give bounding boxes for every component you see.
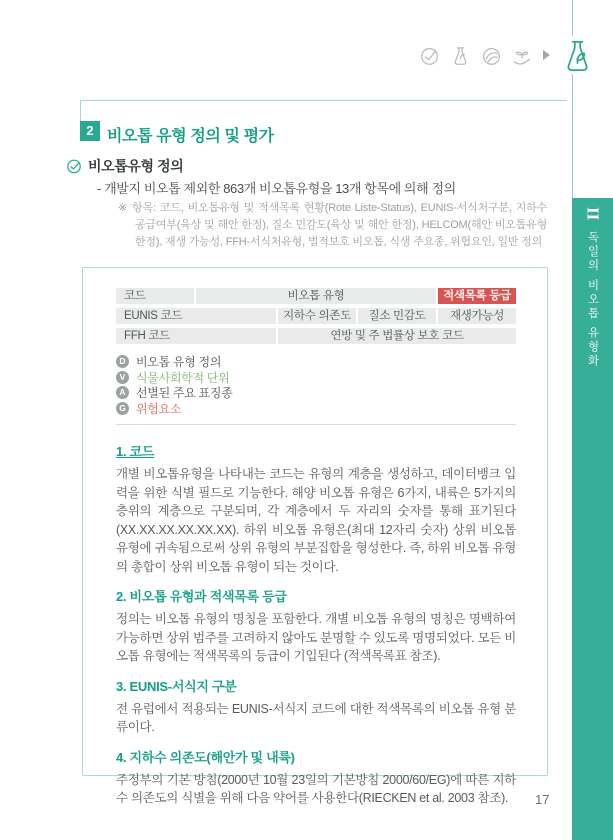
table-cell-legal-protection: 연방 및 주 법률상 보호 코드 (278, 328, 516, 344)
right-hairline (572, 0, 573, 198)
flask-active-icon (559, 36, 595, 74)
hand-sprout-icon (511, 42, 533, 68)
definition-section-4 (116, 751, 516, 808)
section-body: 주정부의 기본 방침(2000년 10월 23일의 기본방침 2000/60/EG)에 따른 지하수 의존도의 식별을 위해 다음 약어를 사용한다(RIECKEN et al. 2003 참조). (116, 772, 516, 805)
section-heading: 2. 비오톱 유형과 적색목록 등급 (116, 589, 287, 604)
table-row (116, 288, 516, 304)
section-heading: 3. EUNIS-서식지 구분 (116, 678, 237, 694)
legend-badge-a: A (116, 386, 129, 399)
section-body: 개별 비오톱유형을 나타내는 코드는 유형의 계층을 생성하고, 데이터뱅크 입력을 위한 식별 필드로 기능한다. 해양 비오톱 유형은 6가지, 내륙은 5가지의 층위의 계층으로 구분되며, 각 계층에서 두 자리의 숫자를 통해 표기된다(XX.XX.XX.XX.XX.XX). 하위 비오톱 유형은(최대 12자리 숫자) 상위 비오톱 유형에 귀속됨으로써 상위 유형의 부분집합을 형성한다. 즉, 하위 비오톱 유형의 총합이 상위 비오톱 유형이 되는 것이다. (116, 467, 516, 574)
subsection-header (66, 156, 183, 176)
section-heading: 1. 코드 (116, 444, 155, 459)
check-circle-icon (66, 158, 82, 174)
table-cell-code: 코드 (116, 288, 194, 304)
subsection-title: 비오톱유형 정의 (88, 158, 184, 174)
legend-item (116, 401, 516, 417)
legend-badge-g: G (116, 402, 129, 415)
table-cell-ffh-code: FFH 코드 (116, 328, 276, 344)
section-body: 정의는 비오톱 유형의 명칭을 포함한다. 개별 비오톱 유형의 명칭은 명백하여 가능하면 상위 범주를 고려하지 않아도 분명할 수 있도록 명명되었다. 모든 비오톱 유형에는 적색목록의 등급이 기입된다 (적색목록표 참조). (116, 612, 516, 663)
legend-label: 비오톱 유형 정의 (136, 355, 222, 370)
chapter-icon-breadcrumb (418, 36, 595, 74)
definition-section-3 (116, 680, 516, 737)
legend-item (116, 385, 516, 401)
table-cell-groundwater: 지하수 의존도 (278, 308, 356, 324)
legend-item (116, 370, 516, 386)
flask-specimen-icon (449, 42, 471, 68)
section-heading: 4. 지하수 의존도(해안가 및 내륙) (116, 749, 295, 765)
globe-leaf-icon (480, 42, 502, 68)
legend-label: 위험요소 (136, 401, 182, 416)
biotope-field-table (116, 288, 516, 344)
table-cell-nitrogen: 질소 민감도 (358, 308, 436, 324)
table-cell-biotope-type: 비오톱 유형 (196, 288, 436, 304)
legend-label: 선별된 주요 표징종 (136, 386, 233, 401)
table-row (116, 308, 516, 324)
section-header-rule (80, 100, 567, 121)
subsection-bullet: - 개발지 비오톱 제외한 863개 비오톱유형을 13개 항목에 의해 정의 (97, 181, 456, 196)
definition-section-2 (116, 590, 516, 666)
chapter-tab-label: 독일의 비오톱 유형화 (586, 231, 599, 369)
table-cell-eunis-code: EUNIS 코드 (116, 308, 276, 324)
section-body: 전 유럽에서 적용되는 EUNIS-서식지 코드에 대한 적색목록의 비오톱 유형 분류이다. (116, 701, 516, 734)
field-legend (116, 354, 516, 416)
legend-item (116, 354, 516, 370)
check-circle-icon (418, 42, 440, 68)
subsection-note: ※ 항목: 코드, 비오톱유형 및 적색목록 현황(Rote Liste-Status), EUNIS-서식처구분, 지하수 공급여부(육상 및 해안 한정), 질소 민감도(육상 및 해안 한정), HELCOM(해안 비오톱유형 한정), 재생 가능성, FFH-서식처유형, 법적보호 비오톱, 식생 주요종, 위협요인, 일반 정의 (118, 202, 547, 248)
section-title: 비오톱 유형 정의 및 평가 (107, 128, 274, 145)
definition-section-1 (116, 445, 516, 576)
arrow-right-icon (542, 42, 550, 68)
table-cell-redlist-grade: 적색목록 등급 (438, 288, 516, 304)
table-cell-regenerability: 재생가능성 (438, 308, 516, 324)
section-number-badge: 2 (80, 121, 100, 141)
legend-label: 식물사회학적 단위 (136, 370, 230, 385)
chapter-side-tab (572, 198, 613, 840)
legend-badge-d: D (116, 355, 129, 368)
table-row (116, 328, 516, 344)
chapter-numeral: II (583, 207, 603, 221)
legend-divider (116, 424, 516, 425)
page-number: 17 (535, 792, 550, 807)
legend-badge-v: V (116, 371, 129, 384)
